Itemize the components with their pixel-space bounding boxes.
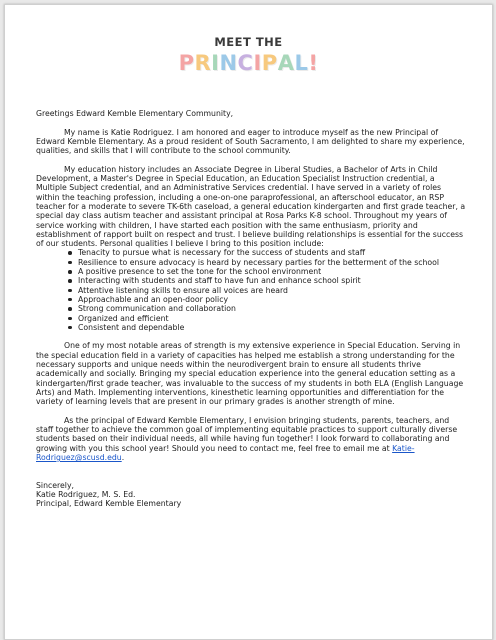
qualities-list [36,248,466,332]
principal-letter: L [294,51,309,75]
vision-paragraph [36,416,466,462]
vision-text: As the principal of Edward Kemble Elementary, I envision bringing students, parents, teachers, and staff together to achieve the common goal of implementing equitable practices to support culturally diverse students based on their individual needs, all while having fun together! I look forward to collaborating and growing with you this school year! Should you need to contact me, feel free to email me at [36,415,458,453]
principal-heading [5,52,492,74]
masthead [5,35,492,74]
meet-the-heading: MEET THE [214,35,283,49]
list-item: Strong communication and collaboration [68,304,466,313]
list-item: Consistent and dependable [68,323,466,332]
list-item: Interacting with students and staff to have fun and enhance school spirit [68,276,466,285]
letter-page [4,4,493,640]
principal-letter: C [237,51,254,75]
closing: Sincerely, [36,480,75,490]
greeting: Greetings Edward Kemble Elementary Community, [36,109,234,118]
principal-letter: A [277,51,295,75]
list-item: Resilience to ensure advocacy is heard by necessary parties for the betterment of the school [68,258,466,267]
list-item: Approachable and an open-door policy [68,295,466,304]
special-education-paragraph: One of my most notable areas of strength is my extensive experience in Special Education. Serving in the special education field in a variety of capacities has helped me establish a strong understanding for the necessary supports and unique needs within the neurodivergent brain to ensure all students thrive academically and socially. Bringing my special education experience into the general education setting as a kindergarten/first grade teacher, was invaluable to the success of my students in both ELA (English Language Arts) and Math. Implementing interventions, kinesthetic learning opportunities and differentiation for the variety of learning levels that are present in our primary grades is another strength of mine. [36,341,464,407]
list-item: Attentive listening skills to ensure all voices are heard [68,286,466,295]
letter-body [36,109,466,509]
intro-paragraph: My name is Katie Rodriguez. I am honored and eager to introduce myself as the new Principal of Edward Kemble Elementary. As a proud resident of South Sacramento, I am delighted to share my experience, qualities, and skills that I will contribute to the school community. [36,127,465,156]
list-item: Tenacity to pursue what is necessary for the success of students and staff [68,248,466,257]
principal-letter: I [253,51,262,75]
email-link[interactable]: Katie-Rodriguez@scusd.edu [36,443,415,462]
list-item: A positive presence to set the tone for the school environment [68,267,466,276]
education-paragraph: My education history includes an Associate Degree in Liberal Studies, a Bachelor of Arts in Child Development, a Master's Degree in Special Education, an Education Specialist Instruction credential, a Multiple Subject credential, and an Administrative Services credential. I have served in a variety of roles within the teaching profession, including a one-on-one paraprofessional, an afterschool educator, an RSP teacher for a moderate to severe TK-6th caseload, a general education kindergarten and first grade teacher, a special day class autism teacher and assistant principal at Rosa Parks K-8 school. Throughout my years of service working with children, I have started each position with the same enthusiasm, priority and establishment of rapport built on respect and trust. I believe building relationships is essential for the success of our students. Personal qualities I believe I bring to this position include: [36,164,466,249]
principal-letter: I [211,51,220,75]
principal-letter: ! [308,51,319,75]
principal-letter: P [178,51,195,75]
signer-title: Principal, Edward Kemble Elementary [36,499,182,509]
vision-end: . [121,452,125,462]
signer-name: Katie Rodriguez, M. S. Ed. [36,490,136,500]
principal-letter: R [194,51,212,75]
principal-letter: P [261,51,278,75]
principal-letter: N [219,51,238,75]
list-item: Organized and efficient [68,314,466,323]
